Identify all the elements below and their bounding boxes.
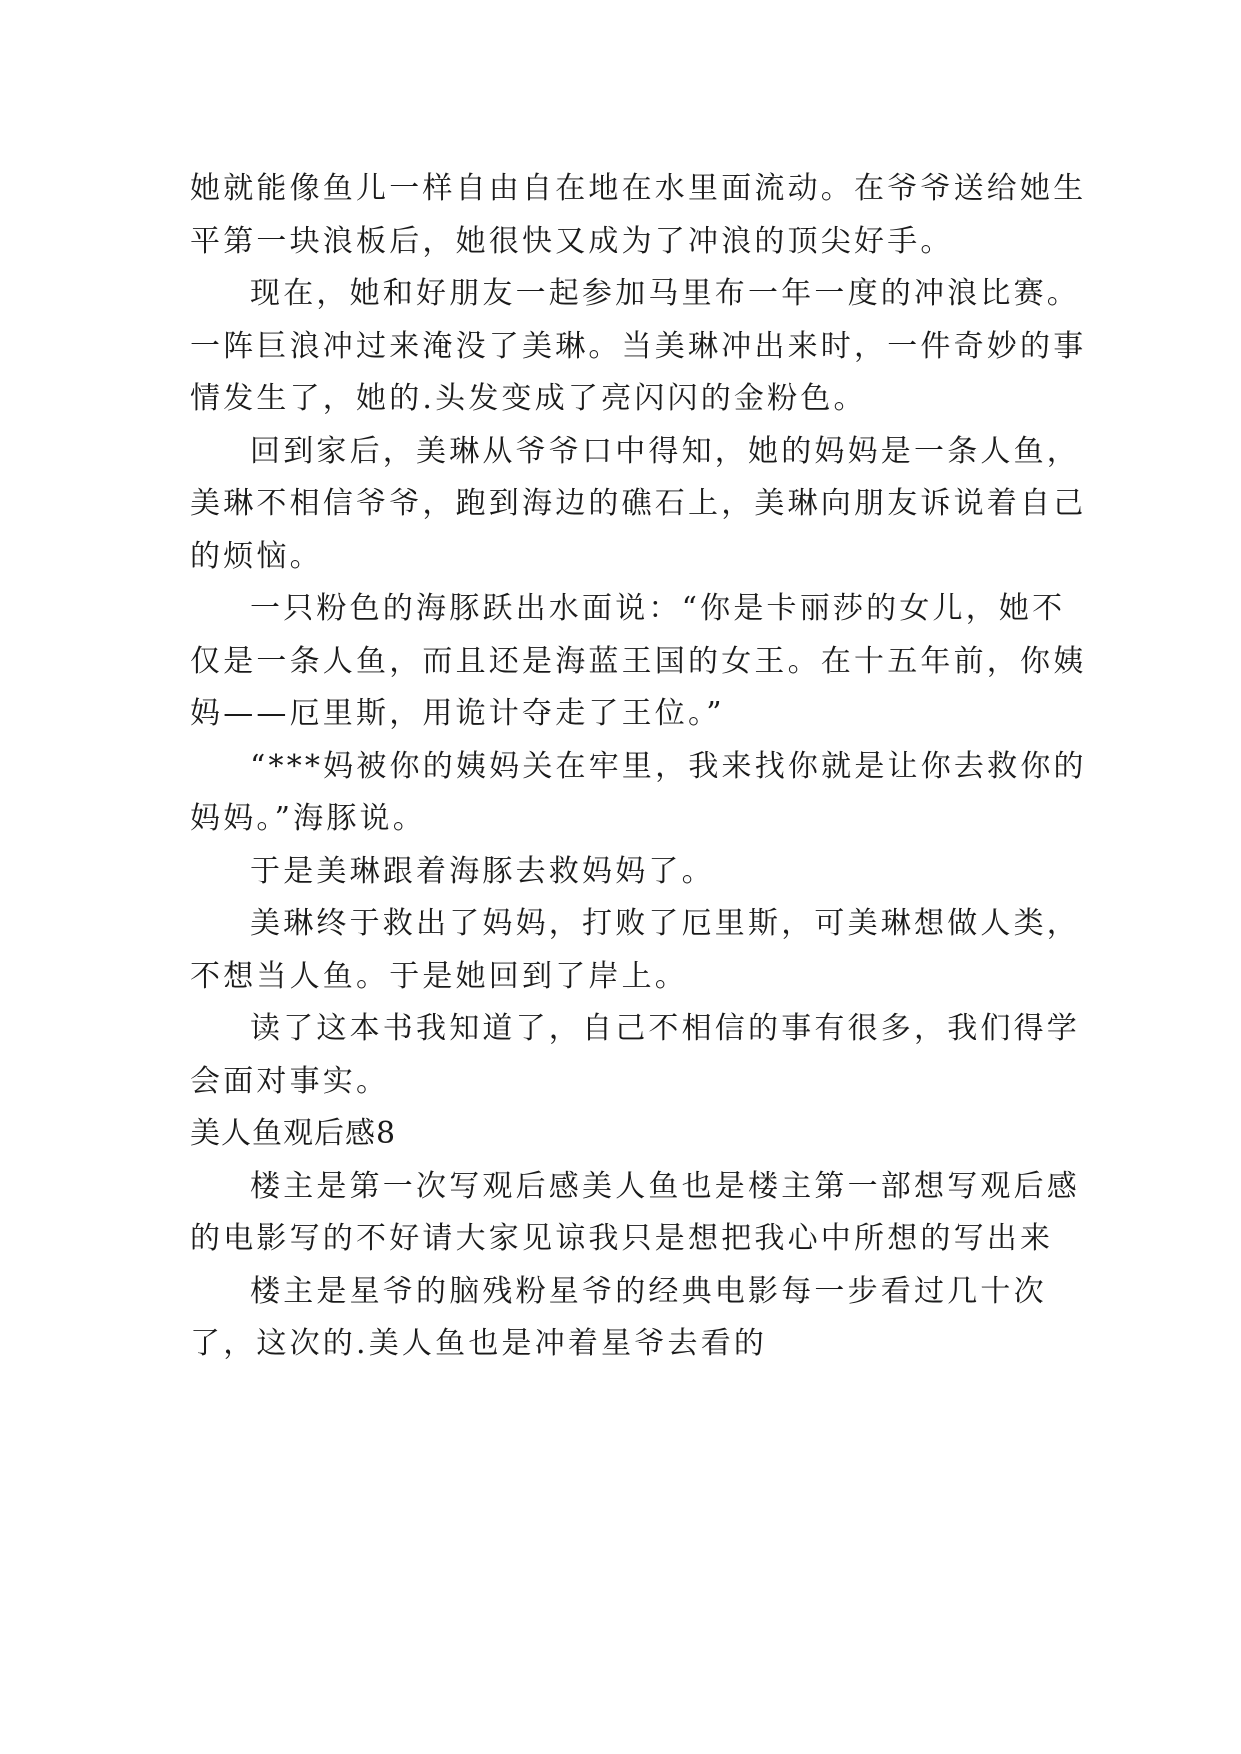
paragraph: 她就能像鱼儿一样自由自在地在水里面流动。在爷爷送给她生平第一块浪板后，她很快又成为了冲浪的顶尖好手。 [190,171,1087,259]
paragraph: 现在，她和好朋友一起参加马里布一年一度的冲浪比赛。一阵巨浪冲过来淹没了美琳。当美琳冲出来时，一件奇妙的事情发生了，她的.头发变成了亮闪闪的金粉色。 [190,276,1087,416]
paragraph: “***妈被你的姨妈关在牢里，我来找你就是让你去救你的妈妈。”海豚说。 [190,748,1087,836]
paragraph: 于是美琳跟着海豚去救妈妈了。 [250,853,715,889]
section-heading: 美人鱼观后感8 [190,1116,397,1151]
paragraph: 楼主是第一次写观后感美人鱼也是楼主第一部想写观后感的电影写的不好请大家见谅我只是想把我心中所想的写出来 [190,1168,1080,1256]
paragraph: 读了这本书我知道了，自己不相信的事有很多，我们得学会面对事实。 [190,1011,1080,1099]
paragraph: 楼主是星爷的脑残粉星爷的经典电影每一步看过几十次了，这次的.美人鱼也是冲着星爷去看的 [190,1273,1047,1361]
paragraph: 回到家后，美琳从爷爷口中得知，她的妈妈是一条人鱼，美琳不相信爷爷，跑到海边的礁石上，美琳向朋友诉说着自己的烦恼。 [190,433,1087,574]
paragraph: 美琳终于救出了妈妈，打败了厄里斯，可美琳想做人类，不想当人鱼。于是她回到了岸上。 [190,906,1080,994]
paragraph: 一只粉色的海豚跃出水面说：“你是卡丽莎的女儿，她不仅是一条人鱼，而且还是海蓝王国的女王。在十五年前，你姨妈——厄里斯，用诡计夺走了王位。” [190,591,1087,731]
document-body [190,163,1090,1371]
